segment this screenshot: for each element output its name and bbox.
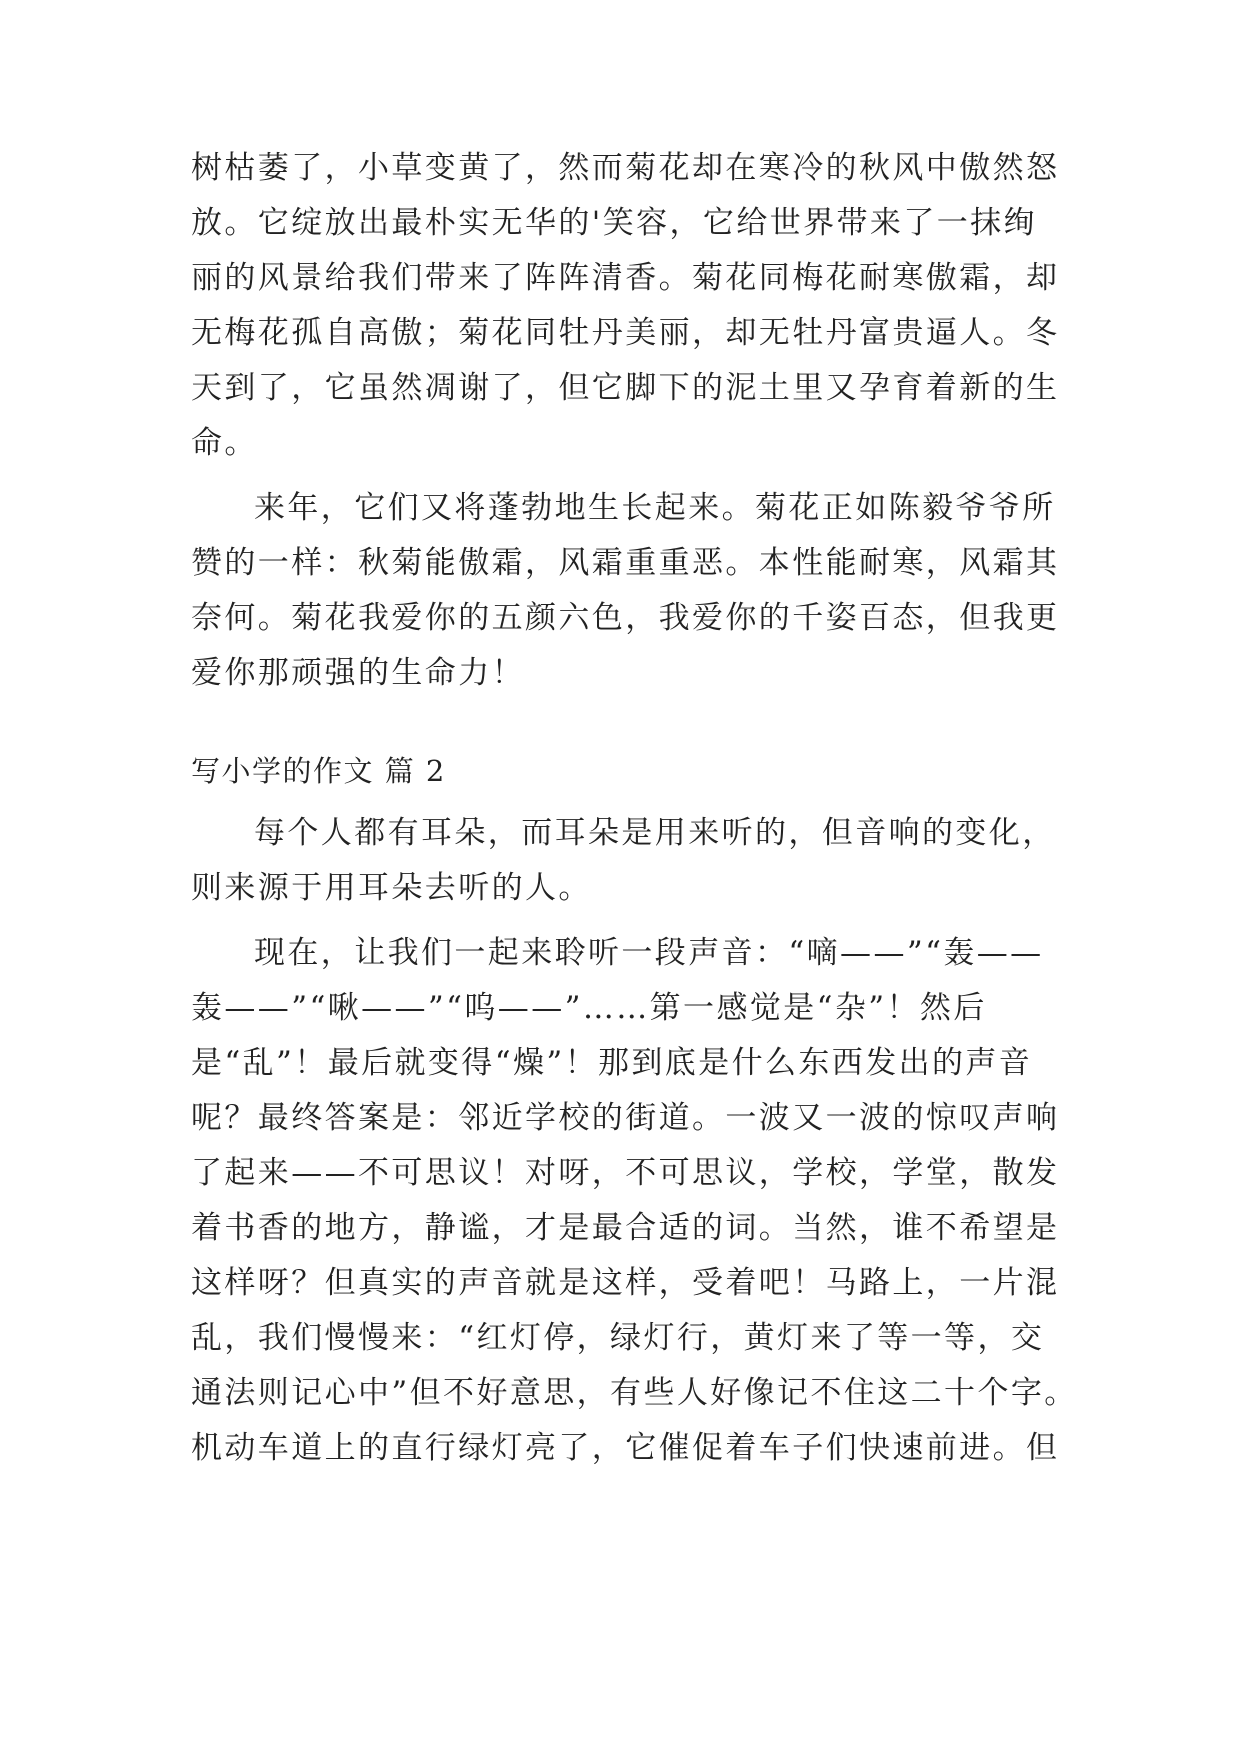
text-line: 呢？最终答案是：邻近学校的街道。一波又一波的惊叹声响 — [191, 1100, 1060, 1136]
text-line: 是“乱”！最后就变得“燥”！那到底是什么东西发出的声音 — [191, 1045, 1033, 1081]
text-line: 了起来——不可思议！对呀，不可思议，学校，学堂，散发 — [191, 1155, 1060, 1191]
text-line: 树枯萎了，小草变黄了，然而菊花却在寒冷的秋风中傲然怒 — [191, 150, 1060, 186]
text-line: 机动车道上的直行绿灯亮了，它催促着车子们快速前进。但 — [191, 1430, 1060, 1466]
text-line: 来年，它们又将蓬勃地生长起来。菊花正如陈毅爷爷所 — [254, 490, 1056, 526]
text-line: 轰——”“啾——”“呜——”……第一感觉是“杂”！然后 — [191, 990, 987, 1026]
text-line: 放。它绽放出最朴实无华的'笑容，它给世界带来了一抹绚 — [191, 205, 1037, 241]
text-line: 奈何。菊花我爱你的五颜六色，我爱你的千姿百态，但我更 — [191, 600, 1060, 636]
text-line: 通法则记心中”但不好意思，有些人好像记不住这二十个字。 — [191, 1375, 1078, 1411]
text-line: 每个人都有耳朵，而耳朵是用来听的，但音响的变化， — [254, 815, 1056, 851]
text-line: 这样呀？但真实的声音就是这样，受着吧！马路上，一片混 — [191, 1265, 1060, 1301]
text-line: 爱你那顽强的生命力！ — [191, 655, 525, 691]
text-line: 乱，我们慢慢来：“红灯停，绿灯行，黄灯来了等一等，交 — [191, 1320, 1045, 1356]
section-heading: 写小学的作文 篇 2 — [191, 754, 446, 788]
text-line: 着书香的地方，静谧，才是最合适的词。当然，谁不希望是 — [191, 1210, 1060, 1246]
text-line: 命。 — [191, 425, 258, 461]
text-line: 则来源于用耳朵去听的人。 — [191, 870, 592, 906]
text-line: 赞的一样：秋菊能傲霜，风霜重重恶。本性能耐寒，风霜其 — [191, 545, 1060, 581]
text-line: 天到了，它虽然凋谢了，但它脚下的泥土里又孕育着新的生 — [191, 370, 1060, 406]
text-line: 无梅花孤自高傲；菊花同牡丹美丽，却无牡丹富贵逼人。冬 — [191, 315, 1060, 351]
text-line: 现在，让我们一起来聆听一段声音：“嘀——”“轰—— — [254, 935, 1044, 971]
text-line: 丽的风景给我们带来了阵阵清香。菊花同梅花耐寒傲霜，却 — [191, 260, 1060, 296]
